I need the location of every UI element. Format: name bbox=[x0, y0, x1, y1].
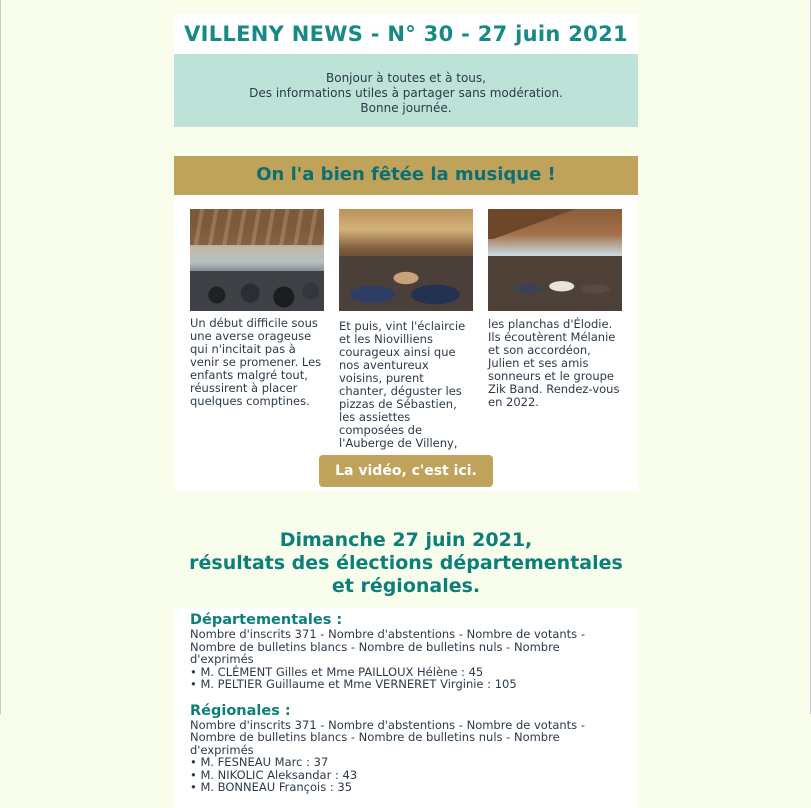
photo-rainy-start[interactable] bbox=[190, 209, 324, 311]
music-section bbox=[174, 195, 638, 491]
elections-title bbox=[174, 529, 638, 598]
music-section-title: On l'a bien fêtée la musique ! bbox=[256, 164, 556, 185]
regionales-heading: Régionales : bbox=[190, 702, 291, 719]
list-item: • M. FESNEAU Marc : 37 bbox=[190, 756, 622, 769]
video-button[interactable]: La vidéo, c'est ici. bbox=[319, 455, 493, 487]
intro-line: Bonjour à toutes et à tous, bbox=[326, 71, 486, 85]
list-item: • M. BONNEAU François : 35 bbox=[190, 781, 622, 794]
list-item: • M. CLÉMENT Gilles et Mme PAILLOUX Hélène : 45 bbox=[190, 666, 622, 679]
elections-title-line: Dimanche 27 juin 2021, bbox=[279, 529, 533, 551]
photo-musicians[interactable] bbox=[488, 209, 622, 311]
departementales-stats: Nombre d'inscrits 371 - Nombre d'abstentions - Nombre de votants - Nombre de bulletins blancs - Nombre de bulletins nuls - Nombre d'exprimés bbox=[190, 627, 585, 666]
intro-line: Des informations utiles à partager sans modération. bbox=[249, 86, 563, 100]
list-item: • M. NIKOLIC Aleksandar : 43 bbox=[190, 769, 622, 782]
departementales-list bbox=[190, 666, 622, 691]
newsletter bbox=[174, 14, 638, 808]
music-column-1 bbox=[190, 209, 324, 408]
caption-3: les planchas d'Élodie. Ils écoutèrent Mélanie et son accordéon, Julien et ses amis sonneurs et le groupe Zik Band. Rendez-vous en 2022. bbox=[488, 317, 620, 409]
music-column-2 bbox=[339, 209, 473, 450]
intro-box bbox=[174, 54, 638, 127]
newsletter-title: VILLENY NEWS - N° 30 - 27 juin 2021 bbox=[184, 22, 628, 46]
regionales-list bbox=[190, 756, 622, 794]
caption-2: Et puis, vint l'éclaircie et les Niovilliens courageux ainsi que nos aventureux voisins, purent chanter, déguster les pizzas de Sébastien, les assiettes composées de l'Auberge de Villeny, bbox=[339, 319, 466, 450]
window-border-left bbox=[0, 0, 1, 714]
departementales-heading: Départementales : bbox=[190, 612, 343, 628]
list-item: • M. PELTIER Guillaume et Mme VERNERET Virginie : 105 bbox=[190, 678, 622, 691]
caption-1: Un début difficile sous une averse orageuse qui n'incitait pas à venir se promener. Les enfants malgré tout, réussirent à placer quelques comptines. bbox=[190, 316, 322, 408]
music-section-header bbox=[174, 156, 638, 195]
elections-title-line: résultats des élections départementales bbox=[189, 552, 623, 574]
regionales-block bbox=[190, 703, 622, 794]
elections-title-line: et régionales. bbox=[331, 575, 481, 597]
photo-pizza-table[interactable] bbox=[339, 209, 473, 311]
regionales-stats: Nombre d'inscrits 371 - Nombre d'abstentions - Nombre de votants - Nombre de bulletins blancs - Nombre de bulletins nuls - Nombre d'exprimés bbox=[190, 717, 585, 757]
election-results bbox=[174, 608, 638, 808]
intro-line: Bonne journée. bbox=[360, 101, 452, 115]
music-column-3 bbox=[488, 209, 622, 409]
newsletter-header bbox=[174, 14, 638, 54]
